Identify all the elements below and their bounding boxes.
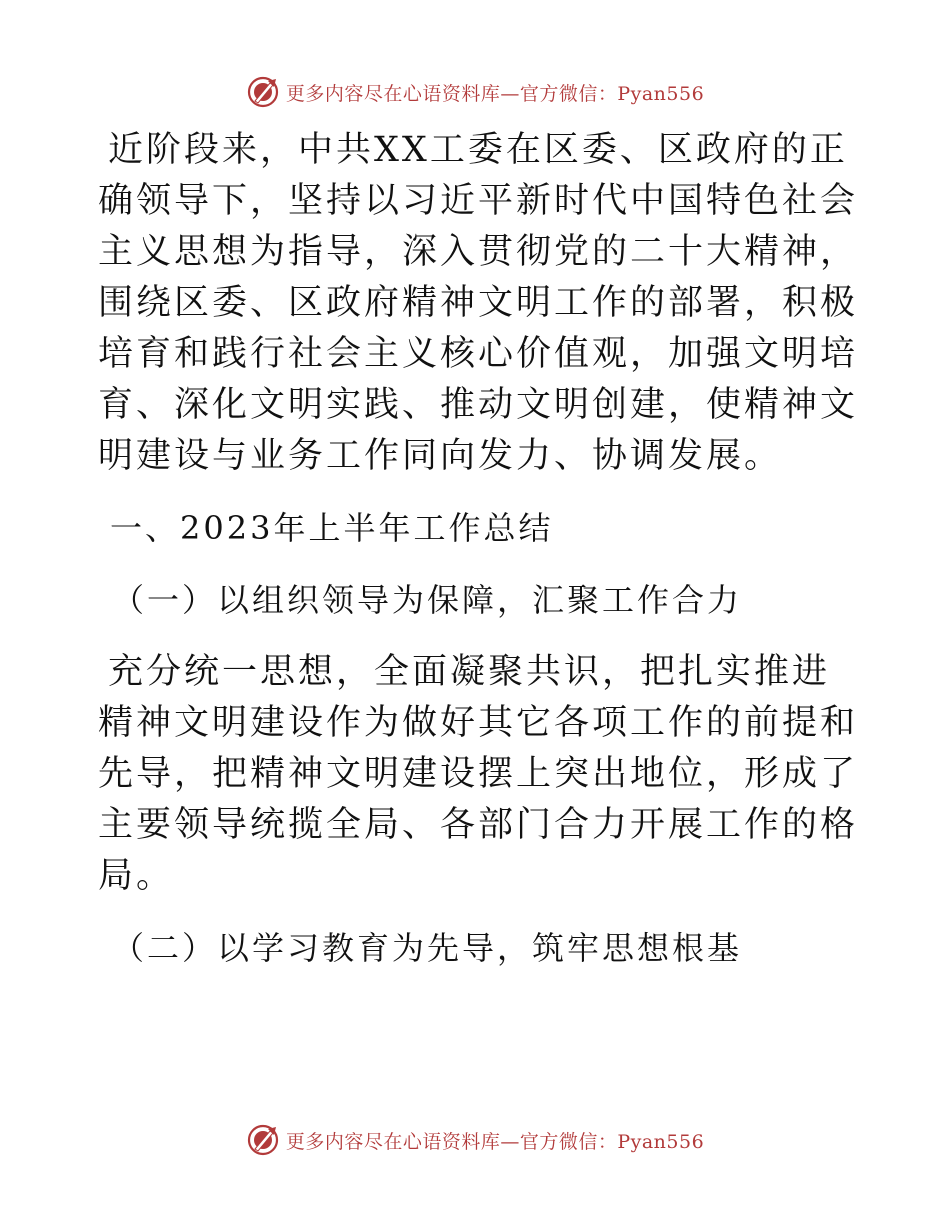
footer-watermark bbox=[0, 1120, 950, 1160]
subsection-heading: （二）以学习教育为先导，筑牢思想根基 bbox=[112, 929, 743, 967]
body-paragraph: 充分统一思想，全面凝聚共识，把扎实推进精神文明建设作为做好其它各项工作的前提和先导，把精神文明建设摆上突出地位，形成了主要领导统揽全局、各部门合力开展工作的格局。 bbox=[98, 652, 859, 896]
watermark-text: 更多内容尽在心语资料库—官方微信：Pyan556 bbox=[285, 82, 705, 105]
watermark-text: 更多内容尽在心语资料库—官方微信：Pyan556 bbox=[285, 1130, 705, 1153]
quill-seal-icon bbox=[246, 75, 280, 109]
header-watermark bbox=[0, 72, 950, 112]
quill-seal-icon bbox=[246, 1123, 280, 1157]
body-paragraph: 近阶段来，中共XX工委在区委、区政府的正确领导下，坚持以习近平新时代中国特色社会主义思想为指导，深入贯彻党的二十大精神，围绕区委、区政府精神文明工作的部署，积极培育和践行社会主义核心价值观，加强文明培育、深化文明实践、推动文明创建，使精神文明建设与业务工作同向发力、协调发展。 bbox=[98, 130, 859, 476]
subsection-heading: （一）以组织领导为保障，汇聚工作合力 bbox=[112, 581, 743, 619]
document-body bbox=[98, 125, 858, 974]
section-heading: 一、2023年上半年工作总结 bbox=[110, 509, 554, 547]
